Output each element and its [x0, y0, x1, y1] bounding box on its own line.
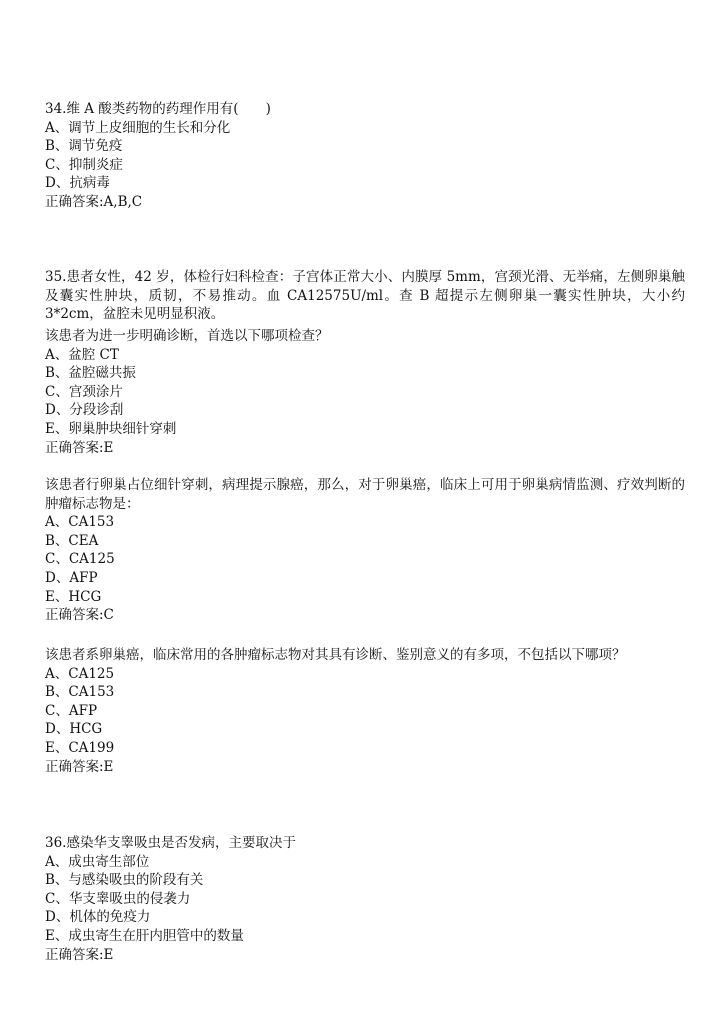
option-c: C、抑制炎症 — [45, 156, 123, 173]
option-a: A、CA125 — [45, 665, 115, 682]
option-b: B、CEA — [45, 532, 99, 549]
question-36 — [45, 834, 685, 964]
option-c: C、CA125 — [45, 551, 115, 568]
option-a: A、调节上皮细胞的生长和分化 — [45, 119, 231, 136]
correct-answer: 正确答案:A,B,C — [45, 193, 143, 210]
option-a: A、成虫寄生部位 — [45, 853, 150, 870]
option-d: D、HCG — [45, 721, 103, 738]
sub-question-text: 该患者系卵巢癌，临床常用的各肿瘤标志物对其具有诊断、鉴别意义的有多项，不包括以下哪项？ — [45, 647, 626, 663]
question-35-stem: 35.患者女性，42 岁，体检行妇科检查：子宫体正常大小、内膜厚 5mm，宫颈光滑、无举痛，左侧卵巢触及囊实性肿块，质韧，不易推动。血 CA12575U/ml。查 B 超提示左侧卵巢一囊实性肿块，大小约 3*2cm，盆腔未见明显积液。 — [45, 269, 685, 323]
sub-question-text: 该患者行卵巢占位细针穿刺，病理提示腺癌，那么，对于卵巢癌，临床上可用于卵巢病情监测、疗效判断的肿瘤标志物是： — [45, 477, 685, 512]
question-36-stem: 36.感染华支睾吸虫是否发病，主要取决于 — [45, 835, 296, 851]
option-e: E、卵巢肿块细针穿刺 — [45, 420, 177, 437]
correct-answer: 正确答案:E — [45, 946, 114, 963]
option-d: D、分段诊刮 — [45, 402, 124, 419]
option-c: C、AFP — [45, 702, 98, 719]
option-a: A、CA153 — [45, 514, 115, 531]
question-35-sub-2 — [45, 476, 685, 625]
option-e: E、HCG — [45, 588, 102, 605]
option-d: D、抗病毒 — [45, 175, 110, 192]
sub-question-text: 该患者为进一步明确诊断，首选以下哪项检查？ — [45, 328, 329, 344]
option-a: A、盆腔 CT — [45, 346, 119, 363]
option-d: D、机体的免疫力 — [45, 909, 151, 926]
question-35-sub-1 — [45, 327, 685, 457]
option-b: B、调节免疫 — [45, 138, 123, 155]
option-d: D、AFP — [45, 569, 98, 586]
option-c: C、宫颈涂片 — [45, 383, 123, 400]
question-35 — [45, 268, 685, 324]
question-34 — [45, 100, 685, 212]
option-b: B、CA153 — [45, 684, 115, 701]
option-e: E、成虫寄生在肝内胆管中的数量 — [45, 927, 244, 944]
option-e: E、CA199 — [45, 739, 115, 756]
option-b: B、盆腔磁共振 — [45, 365, 136, 382]
question-35-sub-3 — [45, 646, 685, 776]
option-c: C、华支睾吸虫的侵袭力 — [45, 890, 191, 907]
correct-answer: 正确答案:E — [45, 439, 114, 456]
correct-answer: 正确答案:C — [45, 607, 114, 624]
correct-answer: 正确答案:E — [45, 758, 114, 775]
question-34-stem: 34.维 A 酸类药物的药理作用有( ) — [45, 101, 271, 117]
option-b: B、与感染吸虫的阶段有关 — [45, 872, 204, 889]
